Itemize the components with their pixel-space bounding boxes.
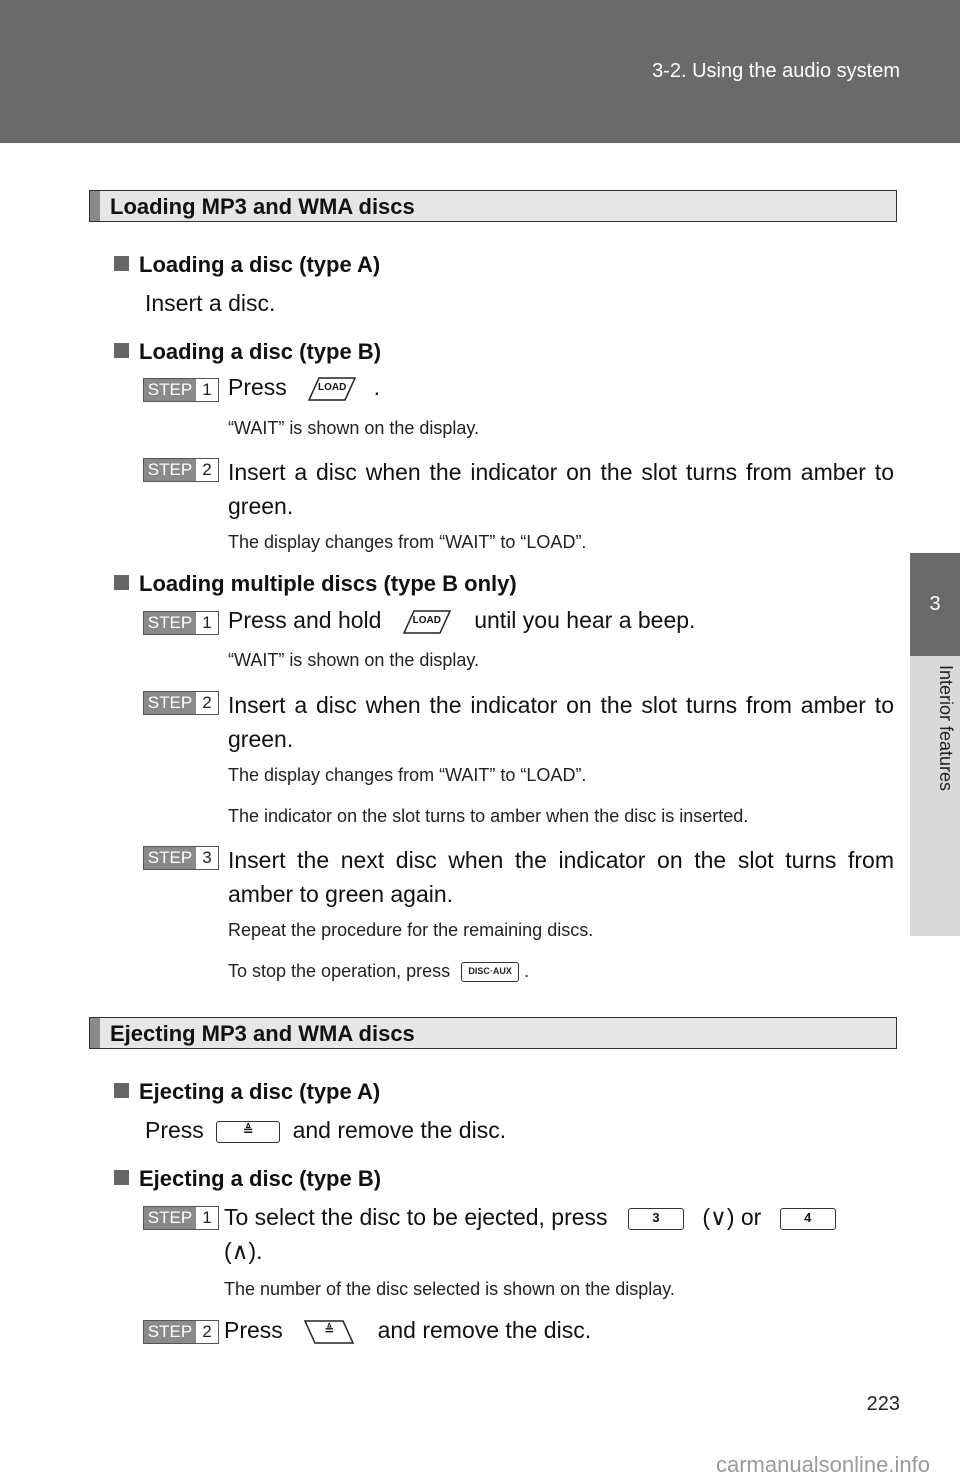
- eject-type-b-step1-tail: (∧).: [224, 1238, 263, 1264]
- eject-type-a-text: Press ≜ and remove the disc.: [145, 1117, 507, 1143]
- square-bullet-icon: [114, 1083, 129, 1098]
- chapter-tab-number: 3: [910, 553, 960, 656]
- section-accent: [90, 191, 100, 221]
- button-3-icon: 3: [628, 1208, 684, 1230]
- watermark: carmanualsonline.info: [715, 1452, 930, 1477]
- load-multi-step3: Insert the next disc when the indicator on the slot turns from amber to green again.: [228, 847, 894, 907]
- square-bullet-icon: [114, 1170, 129, 1185]
- step-badge: STEP 2: [143, 1320, 219, 1344]
- step-badge: STEP 3: [143, 846, 219, 870]
- subhead-eject-type-b: Ejecting a disc (type B): [114, 1166, 381, 1192]
- load-type-b-step1: Press LOAD .: [228, 374, 380, 400]
- page-number: 223: [866, 1393, 900, 1415]
- eject-type-b-step2: Press ≜ and remove the disc.: [224, 1317, 592, 1343]
- step-badge: STEP 1: [143, 611, 219, 635]
- load-multi-step2-note1: The display changes from “WAIT” to “LOAD”.: [228, 765, 587, 785]
- button-4-icon: 4: [780, 1208, 836, 1230]
- step-badge: STEP 2: [143, 458, 219, 482]
- eject-slanted-button-icon: ≜: [303, 1319, 355, 1345]
- load-multi-step1: Press and hold LOAD until you hear a beep.: [228, 607, 696, 633]
- section-accent: [90, 1018, 100, 1048]
- load-multi-step3-note2: To stop the operation, press DISC·AUX .: [228, 961, 530, 981]
- square-bullet-icon: [114, 575, 129, 590]
- eject-type-b-step1: To select the disc to be ejected, press 3 (∨) or 4: [224, 1204, 888, 1231]
- header-section-title: 3-2. Using the audio system: [652, 60, 900, 82]
- disc-aux-button-icon: DISC·AUX: [461, 962, 519, 982]
- load-multi-step2-note2: The indicator on the slot turns to amber when the disc is inserted.: [228, 806, 749, 826]
- load-button-icon: LOAD: [402, 609, 452, 635]
- square-bullet-icon: [114, 343, 129, 358]
- step-badge: STEP 2: [143, 691, 219, 715]
- load-multi-step2: Insert a disc when the indicator on the slot turns from amber to green.: [228, 692, 894, 752]
- load-type-b-step1-note: “WAIT” is shown on the display.: [228, 418, 480, 438]
- square-bullet-icon: [114, 256, 129, 271]
- subhead-eject-type-a: Ejecting a disc (type A): [114, 1079, 380, 1105]
- subhead-load-type-a: Loading a disc (type A): [114, 252, 380, 278]
- step-badge: STEP 1: [143, 378, 219, 402]
- section-heading-loading: [89, 190, 897, 222]
- step-badge: STEP 1: [143, 1206, 219, 1230]
- section-title: Loading MP3 and WMA discs: [110, 194, 415, 219]
- subhead-load-type-b: Loading a disc (type B): [114, 339, 381, 365]
- eject-type-b-step1-note: The number of the disc selected is shown on the display.: [224, 1279, 675, 1299]
- section-heading-ejecting: [89, 1017, 897, 1049]
- page-header: [0, 0, 960, 143]
- load-button-icon: LOAD: [307, 376, 357, 402]
- load-multi-step3-note1: Repeat the procedure for the remaining discs.: [228, 920, 594, 940]
- load-type-a-text: Insert a disc.: [145, 290, 276, 316]
- load-multi-step1-note: “WAIT” is shown on the display.: [228, 650, 480, 670]
- subhead-load-multiple: Loading multiple discs (type B only): [114, 571, 517, 597]
- chapter-tab-label: Interior features: [936, 665, 956, 792]
- load-type-b-step2: Insert a disc when the indicator on the slot turns from amber to green.: [228, 459, 894, 519]
- eject-button-icon: ≜: [216, 1121, 280, 1143]
- section-title: Ejecting MP3 and WMA discs: [110, 1021, 415, 1046]
- load-type-b-step2-note: The display changes from “WAIT” to “LOAD”.: [228, 532, 587, 552]
